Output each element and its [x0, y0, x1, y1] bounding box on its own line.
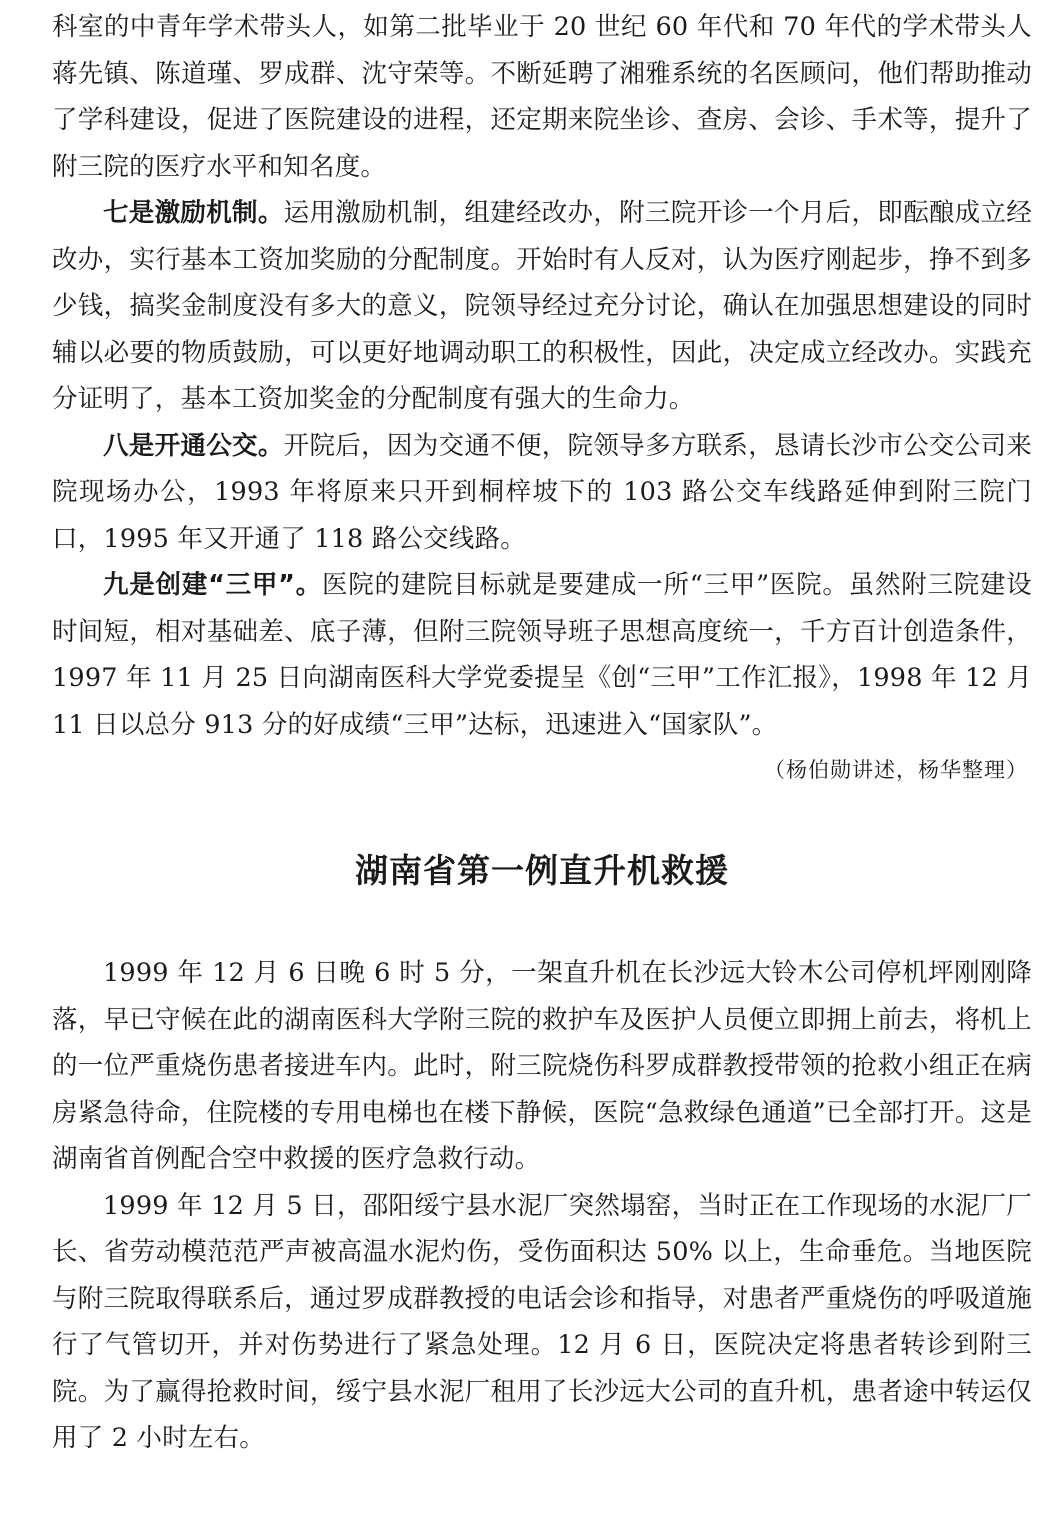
- paragraph-public-transit: [52, 423, 1032, 563]
- paragraph-body: 运用激励机制，组建经改办，附三院开诊一个月后，即酝酿成立经改办，实行基本工资加奖励的分配制度。开始时有人反对，认为医疗刚起步，挣不到多少钱，搞奖金制度没有多大的意义，院领导经过充分讨论，确认在加强思想建设的同时辅以必要的物质鼓励，可以更好地调动职工的积极性，因此，决定成立经改办。实践充分证明了，基本工资加奖金的分配制度有强大的生命力。: [52, 198, 1032, 414]
- paragraph-lead: 七是激励机制。: [103, 198, 284, 228]
- paragraph-continued: 科室的中青年学术带头人，如第二批毕业于 20 世纪 60 年代和 70 年代的学术带头人蒋先镇、陈道瑾、罗成群、沈守荣等。不断延聘了湘雅系统的名医顾问，他们帮助推动了学科建设，促进了医院建设的进程，还定期来院坐诊、查房、会诊、手术等，提升了附三院的医疗水平和知名度。: [52, 12, 1032, 182]
- paragraph-incentive-mechanism: [52, 190, 1032, 423]
- paragraph-helicopter-arrival: 1999 年 12 月 6 日晚 6 时 5 分，一架直升机在长沙远大铃木公司停机坪刚刚降落，早已守候在此的湖南医科大学附三院的救护车及医护人员便立即拥上前去，将机上的一位严重烧伤患者接进车内。此时，附三院烧伤科罗成群教授带领的抢救小组正在病房紧急待命，住院楼的专用电梯也在楼下静候，医院“急救绿色通道”已全部打开。这是湖南省首例配合空中救援的医疗急救行动。: [52, 958, 1032, 1174]
- section-title: 湖南省第一例直升机救援: [355, 851, 729, 890]
- paragraph-three-a-creation: [52, 562, 1032, 748]
- attribution-note: （杨伯勋讲述，杨华整理）: [764, 758, 1028, 782]
- paragraph-lead: 九是创建“三甲”。: [103, 570, 322, 600]
- paragraph-body: 开院后，因为交通不便，院领导多方联系，恳请长沙市公交公司来院现场办公，1993 年将原来只开到桐梓坡下的 103 路公交车线路延伸到附三院门口，1995 年又开通了 118 路公交线路。: [52, 430, 1032, 554]
- paragraph-body: 医院的建院目标就是要建成一所“三甲”医院。虽然附三院建设时间短，相对基础差、底子薄，但附三院领导班子思想高度统一，千方百计创造条件，1997 年 11 月 25 日向湖南医科大学党委提呈《创“三甲”工作汇报》，1998 年 12 月 11 日以总分 913 分的好成绩“三甲”达标，迅速进入“国家队”。: [52, 570, 1032, 740]
- document-page: [52, 4, 1032, 1462]
- paragraph-lead: 八是开通公交。: [103, 430, 284, 461]
- paragraph-accident-background: 1999 年 12 月 5 日，邵阳绥宁县水泥厂突然塌窑，当时正在工作现场的水泥厂厂长、省劳动模范范严声被高温水泥灼伤，受伤面积达 50% 以上，生命垂危。当地医院与附三院取得联系后，通过罗成群教授的电话会诊和指导，对患者严重烧伤的呼吸道施行了气管切开，并对伤势进行了紧急处理。12 月 6 日，医院决定将患者转诊到附三院。为了赢得抢救时间，绥宁县水泥厂租用了长沙远大公司的直升机，患者途中转运仅用了 2 小时左右。: [52, 1190, 1032, 1453]
